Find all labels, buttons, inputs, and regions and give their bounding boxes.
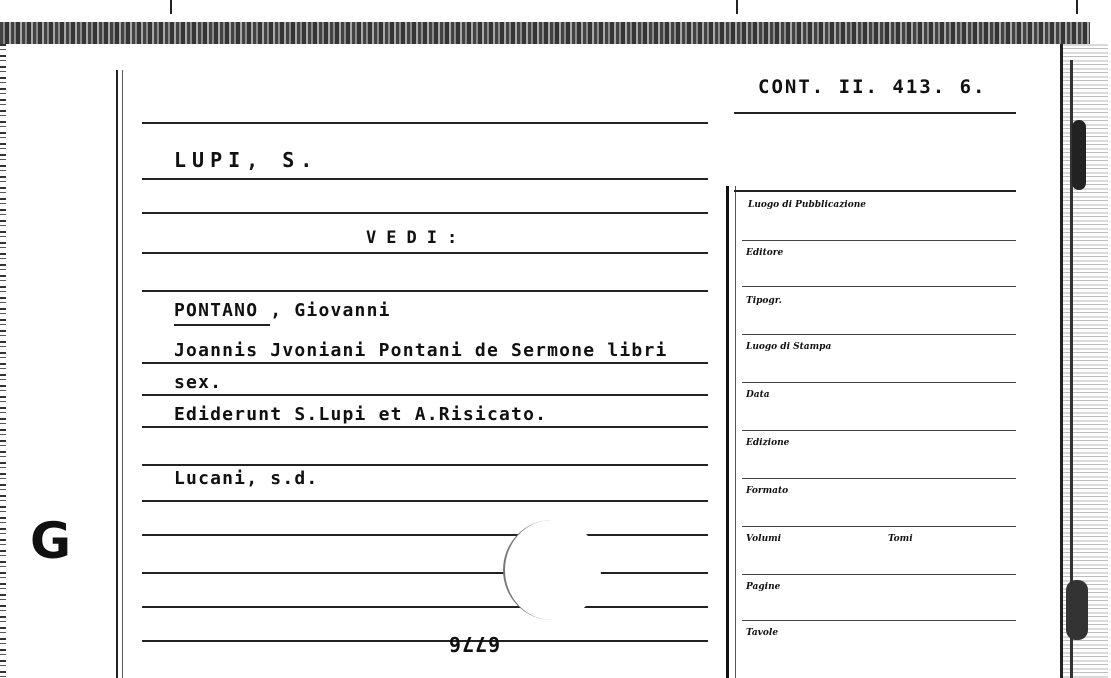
form-label-volumes: Volumi xyxy=(746,534,782,544)
form-label-place-of-publication: Luogo di Pubblicazione xyxy=(748,200,866,210)
see-also-label: VEDI: xyxy=(366,228,468,248)
card-number: 6776 xyxy=(448,632,501,656)
form-rule xyxy=(742,334,1016,335)
card-right-border xyxy=(1060,44,1063,678)
form-left-border xyxy=(726,186,729,678)
form-rule xyxy=(742,430,1016,431)
entry-place-date: Lucani, s.d. xyxy=(174,468,319,489)
scan-artifact xyxy=(1072,120,1086,190)
form-label-place-of-printing: Luogo di Stampa xyxy=(746,342,832,352)
scan-artifact xyxy=(1066,580,1088,640)
form-label-printer: Tipogr. xyxy=(746,296,782,306)
form-rule xyxy=(742,382,1016,383)
form-left-border-inner xyxy=(735,186,736,678)
scan-left-edge xyxy=(0,44,6,678)
form-label-format: Formato xyxy=(746,486,789,496)
top-tick xyxy=(736,0,738,14)
form-label-pages: Pagine xyxy=(746,582,781,592)
reference-code: CONT. II. 413. 6. xyxy=(758,76,987,98)
form-label-publisher: Editore xyxy=(746,248,784,258)
scan-top-strip xyxy=(0,0,1111,48)
form-label-edition: Edizione xyxy=(746,438,790,448)
top-tick xyxy=(1076,0,1078,14)
form-top-rule xyxy=(734,190,1016,192)
entry-editors: Ediderunt S.Lupi et A.Risicato. xyxy=(174,404,548,425)
form-label-date: Data xyxy=(746,390,770,400)
top-tick xyxy=(170,0,172,14)
form-label-plates: Tavole xyxy=(746,628,779,638)
scan-noise-bar xyxy=(0,22,1090,44)
card-left-border-inner xyxy=(122,70,123,678)
form-label-tomes: Tomi xyxy=(888,534,913,544)
form-rule xyxy=(742,240,1016,241)
entry-title-line-2: sex. xyxy=(174,372,223,393)
entry-author: PONTANO , Giovanni xyxy=(174,300,391,321)
entry-title-line-1: Joannis Jvoniani Pontani de Sermone libri xyxy=(174,340,668,361)
card-heading: LUPI, S. xyxy=(174,148,319,172)
stamp-mark xyxy=(503,520,601,620)
side-letter: G xyxy=(30,512,72,570)
author-underline xyxy=(174,324,270,326)
form-rule xyxy=(742,574,1016,575)
form-rule xyxy=(742,620,1016,621)
form-rule xyxy=(742,526,1016,527)
card-left-border xyxy=(116,70,118,678)
form-rule xyxy=(742,478,1016,479)
form-rule xyxy=(742,286,1016,287)
